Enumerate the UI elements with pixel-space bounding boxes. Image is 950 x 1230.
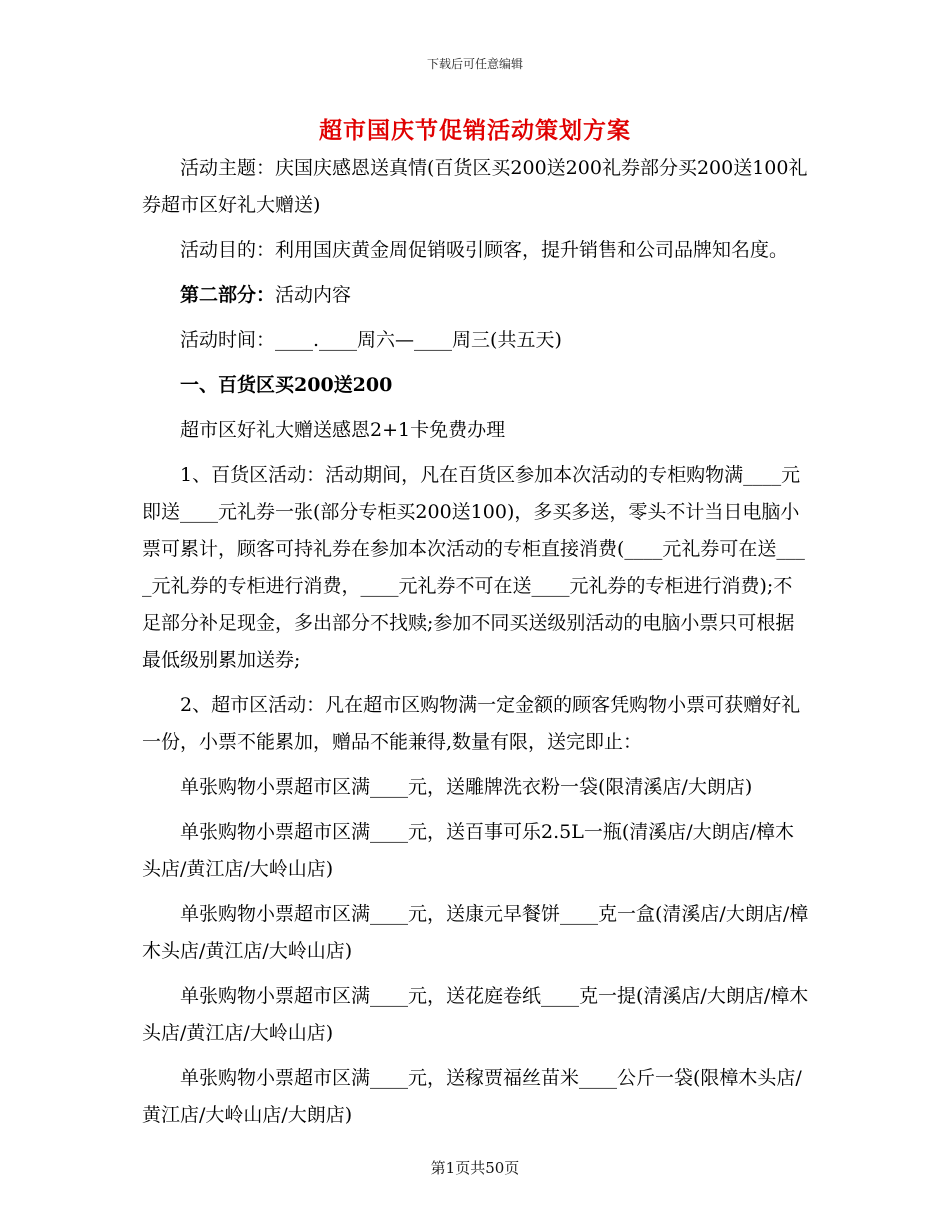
paragraph-theme: 活动主题：庆国庆感恩送真情(百货区买200送200礼券部分买200送100礼券超市区好礼大赠送) — [142, 157, 808, 216]
heading-one: 一、百货区买200送200 — [180, 374, 393, 396]
paragraph-gift-2: 单张购物小票超市区满____元，送百事可乐2.5L一瓶(清溪店/大朗店/樟木头店/黄江店/大岭山店) — [142, 821, 795, 880]
paragraph-time: 活动时间：____.____周六—____周三(共五天) — [180, 329, 562, 351]
section-label: 第二部分： — [180, 284, 276, 306]
paragraph-department-activity: 1、百货区活动：活动期间，凡在百货区参加本次活动的专柜购物满____元即送____元礼券一张(部分专柜买200送100)，多买多送，零头不计当日电脑小票可累计，顾客可持礼券在参加本次活动的专柜直接消费(____元礼券可在送____元礼券的专柜进行消费，____元礼券不可在送____元礼券的专柜进行消费);不足部分补足现金，多出部分不找赎;参加不同买送级别活动的电脑小票只可根据最低级别累加送券; — [142, 464, 805, 671]
document-body — [142, 150, 810, 1134]
paragraph-heading-one — [142, 367, 810, 404]
paragraph-supermarket-activity: 2、超市区活动：凡在超市区购物满一定金额的顾客凭购物小票可获赠好礼一份，小票不能累加，赠品不能兼得,数量有限，送完即止： — [142, 694, 801, 753]
page-header: 下载后可任意编辑 — [426, 57, 523, 71]
document-title: 超市国庆节促销活动策划方案 — [319, 117, 631, 144]
paragraph-gift-3: 单张购物小票超市区满____元，送康元早餐饼____克一盒(清溪店/大朗店/樟木头店/黄江店/大岭山店) — [142, 903, 809, 962]
paragraph-supermarket-gift: 超市区好礼大赠送感恩2+1卡免费办理 — [180, 419, 506, 441]
page-footer: 第1页共50页 — [430, 1159, 520, 1177]
paragraph-purpose: 活动目的：利用国庆黄金周促销吸引顾客，提升销售和公司品牌知名度。 — [180, 239, 789, 261]
paragraph-part-two — [142, 277, 810, 314]
paragraph-gift-4: 单张购物小票超市区满____元，送花庭卷纸____克一提(清溪店/大朗店/樟木头店/黄江店/大岭山店) — [142, 985, 809, 1044]
paragraph-gift-1: 单张购物小票超市区满____元，送雕牌洗衣粉一袋(限清溪店/大朗店) — [180, 776, 753, 798]
paragraph-gift-5: 单张购物小票超市区满____元，送稼贾福丝苗米____公斤一袋(限樟木头店/黄江店/大岭山店/大朗店) — [142, 1067, 802, 1126]
section-text: 活动内容 — [275, 284, 352, 306]
